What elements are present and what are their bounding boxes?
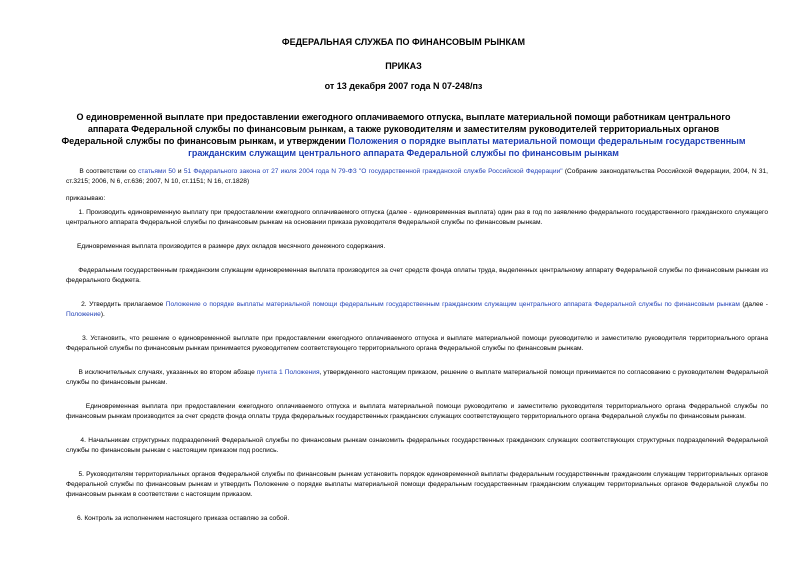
item-3-a-suffix: , утвержденного настоящим приказом, решение о выплате материальной помощи принимается по согласованию с руководителем Федеральной службы по финансовым рынкам.	[66, 369, 768, 386]
item-5	[66, 470, 768, 500]
item-4-text: 4. Начальникам структурных подразделений Федеральной службы по финансовым рынкам ознакомить федеральных государственных гражданских служащих соответствующих структурных подразделений Федеральной службы по финансовым рынкам с настоящим приказом под роспись.	[66, 437, 768, 454]
date-number-heading: от 13 декабря 2007 года N 07-248/пз	[324, 81, 483, 91]
item-2	[66, 300, 768, 320]
law-article-51-link[interactable]: 51 Федерального закона от 27 июля 2004 года N 79-ФЗ "О государственной гражданской службе Российской Федерации"	[183, 168, 563, 175]
regulation-link[interactable]: Положение о порядке выплаты материальной помощи федеральным государственным гражданским служащим центрального аппарата Федеральной службы по финансовым рынкам	[165, 301, 740, 308]
item-2-prefix: 2. Утвердить прилагаемое	[81, 301, 166, 308]
law-article-50-link[interactable]: статьями 50	[138, 168, 176, 175]
item-4	[66, 436, 768, 456]
item-3-b	[66, 402, 768, 422]
item-2-mid: (далее -	[739, 301, 768, 308]
intro-paragraph	[66, 167, 768, 187]
item-3-a	[66, 368, 768, 388]
item-3-text: 3. Установить, что решение о единовременной выплате при предоставлении ежегодного оплачиваемого отпуска и выплате материальной помощи руководителю и заместителю руководителя территориального органа Федеральной службы по финансовым рынкам принимается руководителем соответствующего территориального органа Федеральной службы по финансовым рынкам.	[66, 335, 768, 352]
intro-suffix: (Собрание законодательства Российской Федерации, 2004, N 31, ст.3215; 2006, N 6, ст.636; 2007, N 10, ст.1151; N 16, ст.1828)	[66, 168, 768, 185]
title-text: О единовременной выплате при предоставлении ежегодного оплачиваемого отпуска, выплате материальной помощи работникам центрального аппарата Федеральной службы по финансовым рынкам, а также руководителям и заместителям руководителей территориальных органов Федеральной службы по финансовым рынкам, и утверждении	[61, 112, 731, 146]
item-5-text: 5. Руководителям территориальных органов Федеральной службы по финансовым рынкам установить порядок единовременной выплаты федеральным государственным гражданским служащим территориальных органов Федеральной службы по финансовым рынкам и утвердить Положение о порядке выплаты материальной помощи федеральным государственным гражданским служащим территориальных органов Федеральной службы по финансовым рынкам в соответствии с настоящим приказом.	[66, 471, 768, 498]
item-3-a-prefix: В исключительных случаях, указанных во втором абзаце	[78, 369, 257, 376]
regulation-point-1-link[interactable]: пункта 1 Положения	[256, 369, 320, 376]
title-regulation-link[interactable]: Положения о порядке выплаты материальной помощи федеральным государственным гражданским служащим центрального аппарата Федеральной службы по финансовым рынкам	[188, 136, 746, 158]
doc-type-heading: ПРИКАЗ	[385, 61, 422, 71]
intro-prefix: В соответствии со	[79, 168, 139, 175]
item-1-a	[66, 242, 768, 252]
item-6	[66, 514, 768, 524]
item-3-b-text: Единовременная выплата при предоставлении ежегодного оплачиваемого отпуска и выплата материальной помощи руководителю и заместителю руководителя территориального органа Федеральной службы по финансовым рынкам производится за счет средств фонда оплаты труда федеральных государственных гражданских служащих соответствующего территориального органа Федеральной службы по финансовым рынкам.	[66, 403, 769, 420]
document-title	[60, 111, 747, 159]
item-1-text: 1. Производить единовременную выплату при предоставлении ежегодного оплачиваемого отпуска (далее - единовременная выплата) один раз в год по заявлению федерального государственного гражданского служащего центрального аппарата Федеральной службы по финансовым рынкам на основании приказа руководителя Федеральной службы по финансовым рынкам.	[66, 209, 768, 226]
regulation-short-link[interactable]: Положение	[66, 311, 101, 318]
item-1-b	[66, 266, 768, 286]
item-3	[66, 334, 768, 354]
order-word: приказываю:	[66, 195, 106, 202]
agency-heading: ФЕДЕРАЛЬНАЯ СЛУЖБА ПО ФИНАНСОВЫМ РЫНКАМ	[281, 37, 526, 47]
item-1-a-text: Единовременная выплата производится в размере двух окладов месячного денежного содержания.	[77, 243, 386, 250]
item-6-text: 6. Контроль за исполнением настоящего приказа оставляю за собой.	[77, 515, 290, 522]
item-1	[66, 208, 768, 228]
document-body	[66, 167, 768, 538]
intro-and: и	[175, 168, 184, 175]
item-1-b-text: Федеральным государственным гражданским служащим единовременная выплата производится за счет средств фонда оплаты труда, выделенных центральному аппарату Федеральной службы по финансовым рынкам из федерального бюджета.	[66, 267, 768, 284]
item-2-end: ).	[100, 311, 105, 318]
